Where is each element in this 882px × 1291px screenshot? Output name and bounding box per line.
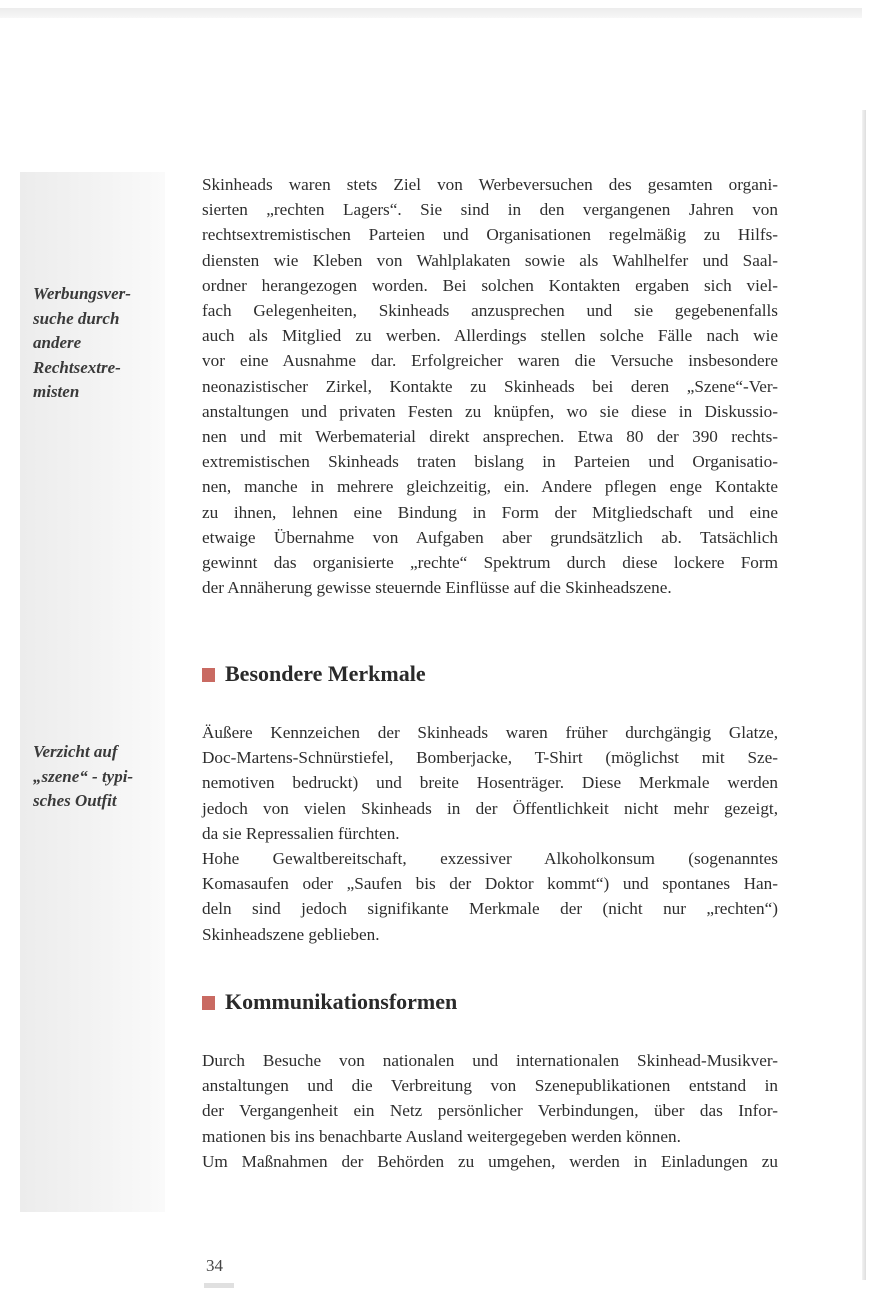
text-line: anstaltungen und privaten Festen zu knüpfen, wo sie diese in Diskussio- [202,401,778,421]
text-line: Skinheads waren stets Ziel von Werbeversuchen des gesamten organi- [202,175,778,194]
text-line: neonazistischer Zirkel, Kontakte zu Skinheads bei deren „Szene“-Ver- [202,376,778,396]
margin-note-line: misten [33,382,80,401]
communication-paragraph-2 [202,1149,778,1174]
text-line: nemotiven bedruckt) und breite Hosenträger. Diese Merkmale werden [202,773,778,793]
text-line: Skinheadszene geblieben. [202,924,380,944]
text-line: anstaltungen und die Verbreitung von Szenepublikationen entstand in [202,1076,778,1096]
heading-text: Besondere Merkmale [225,661,426,686]
page-number: 34 [206,1256,223,1275]
text-line: Äußere Kennzeichen der Skinheads waren früher durchgängig Glatze, [202,723,778,742]
features-paragraph-1 [202,720,778,846]
text-line: auch als Mitglied zu werben. Allerdings stellen solche Fälle nach wie [202,326,778,346]
margin-note-line: Rechtsextre- [33,357,121,377]
margin-note-line: Werbungsver- [33,284,131,303]
text-line: vor eine Ausnahme dar. Erfolgreicher waren die Versuche insbesondere [202,351,778,371]
text-line: diensten wie Kleben von Wahlplakaten sowie als Wahlhelfer und Saal- [202,250,778,270]
text-line: nen, manche in mehrere gleichzeitig, ein. Andere pflegen enge Kontakte [202,477,778,497]
text-line: gewinnt das organisierte „rechte“ Spektrum durch diese lockere Form [202,553,778,573]
page-edge-shadow [862,110,866,1280]
text-line: Durch Besuche von nationalen und internationalen Skinhead-Musikver- [202,1051,778,1070]
margin-note-line: Verzicht auf [33,742,118,761]
text-line: extremistischen Skinheads traten bislang in Parteien und Organisatio- [202,452,778,472]
text-line: ordner herangezogen worden. Bei solchen Kontakten ergaben sich viel- [202,275,778,295]
text-line: etwaige Übernahme von Aufgaben aber grundsätzlich ab. Tatsächlich [202,527,778,547]
text-line: sierten „rechten Lagers“. Sie sind in den vergangenen Jahren von [202,200,778,220]
text-line: Komasaufen oder „Saufen bis der Doktor kommt“) und spontanes Han- [202,874,778,894]
text-line: deln sind jedoch signifikante Merkmale der (nicht nur „rechten“) [202,899,778,919]
text-line: Doc-Martens-Schnürstiefel, Bomberjacke, T-Shirt (möglichst mit Sze- [202,748,778,768]
text-line: mationen bis ins benachbarte Ausland weitergegeben werden können. [202,1126,681,1146]
text-line: der Vergangenheit ein Netz persönlicher Verbindungen, über das Infor- [202,1101,778,1121]
margin-note-outfit [33,740,158,814]
text-line: nen und mit Werbematerial direkt ansprechen. Etwa 80 der 390 rechts- [202,427,778,447]
text-line: jedoch von vielen Skinheads in der Öffentlichkeit nicht mehr gezeigt, [202,798,778,818]
margin-note-recruitment [33,282,158,405]
text-line: rechtsextremistischen Parteien und Organisationen regelmäßig zu Hilfs- [202,225,778,245]
section-heading-features [202,660,426,688]
margin-note-line: „szene“ - typi- [33,766,134,786]
text-line: zu ihnen, lehnen eine Bindung in Form der Mitgliedschaft und eine [202,502,778,522]
text-line: der Annäherung gewisse steuernde Einflüsse auf die Skinheadszene. [202,578,672,598]
text-line: Um Maßnahmen der Behörden zu umgehen, werden in Einladungen zu [202,1152,778,1171]
intro-paragraph [202,172,778,600]
text-line: Hohe Gewaltbereitschaft, exzessiver Alkoholkonsum (sogenanntes [202,849,778,868]
margin-note-line: suche durch [33,308,120,328]
heading-marker-square [202,668,215,682]
margin-note-line: sches Outfit [33,791,117,810]
heading-marker-square [202,996,215,1010]
top-rule [0,8,862,18]
text-line: da sie Repressalien fürchten. [202,823,400,843]
communication-paragraph-1 [202,1048,778,1149]
section-heading-communication [202,988,457,1016]
text-line: fach Gelegenheiten, Skinheads anzusprechen und sie gegebenenfalls [202,301,778,321]
heading-text: Kommunikationsformen [225,989,458,1014]
page-number-bar [204,1283,234,1288]
features-paragraph-2 [202,846,778,947]
margin-note-line: andere [33,333,82,352]
